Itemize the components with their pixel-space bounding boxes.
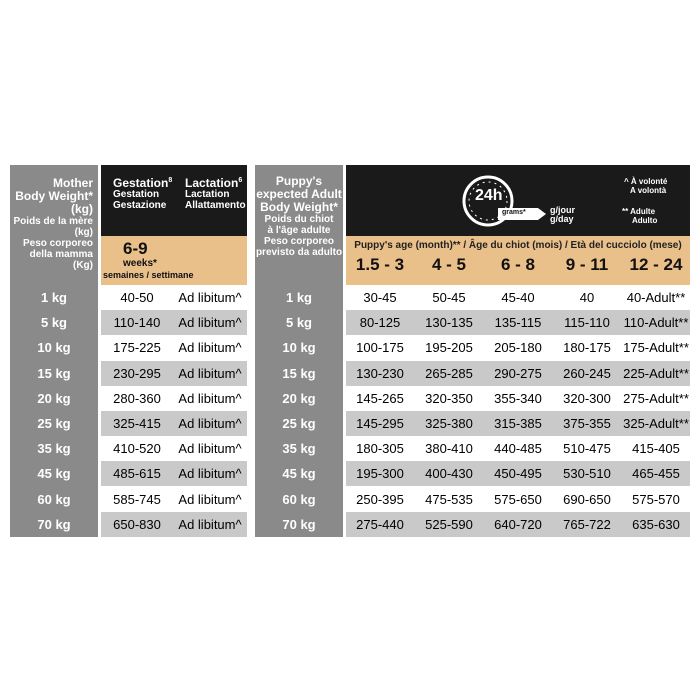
mother-weight: 45 kg — [37, 466, 71, 481]
mother-weight: 25 kg — [37, 416, 71, 431]
lactation-value: Ad libitum^ — [178, 517, 242, 532]
gestation-it: Gestazione — [113, 200, 167, 211]
feeding-value: 290-275 — [494, 366, 542, 381]
feeding-value: 175-Adult** — [623, 340, 689, 355]
mother-weight: 20 kg — [37, 391, 71, 406]
mother-it-2: della mamma (Kg) — [29, 249, 93, 271]
feeding-value: 510-475 — [563, 441, 611, 456]
gestation-value: 280-360 — [113, 391, 161, 406]
mother-it-1: Peso corporeo — [22, 238, 93, 249]
feeding-value: 80-125 — [359, 315, 401, 330]
legend-b2: Adulto — [632, 216, 658, 225]
puppy-header — [255, 165, 343, 295]
table-row — [101, 487, 247, 512]
lactation-value: Ad libitum^ — [178, 492, 242, 507]
table-row — [346, 461, 690, 486]
lactation-value: Ad libitum^ — [178, 290, 242, 305]
feeding-value: 440-485 — [494, 441, 542, 456]
feeding-value: 205-180 — [494, 340, 542, 355]
gestation-lactation-header — [101, 165, 247, 236]
age-category: 1.5 - 3 — [355, 255, 405, 274]
mother-weight: 1 kg — [40, 290, 67, 305]
table-row — [101, 411, 247, 436]
clock-grams: grams* — [502, 209, 526, 216]
age-band — [346, 236, 690, 285]
gestation-value: 410-520 — [113, 441, 161, 456]
gestation-value: 175-225 — [113, 340, 161, 355]
puppy-it-1: Peso corporeo — [263, 236, 335, 247]
table-row — [101, 461, 247, 486]
gestation-value: 325-415 — [113, 416, 161, 431]
feeding-value: 320-300 — [563, 391, 611, 406]
lactation-value: Ad libitum^ — [178, 366, 242, 381]
table-row — [346, 386, 690, 411]
puppy-adult-weight: 25 kg — [282, 416, 316, 431]
table-row — [346, 285, 690, 310]
puppy-adult-weight: 15 kg — [282, 366, 316, 381]
puppy-adult-weight: 20 kg — [282, 391, 316, 406]
gestation-sup: 8 — [168, 177, 173, 184]
weeks-label: weeks* — [123, 258, 157, 269]
weeks-sub: semaines / settimane — [103, 270, 194, 280]
feeding-value: 145-265 — [356, 391, 404, 406]
feeding-value: 355-340 — [494, 391, 542, 406]
lactation-title: Lactation — [185, 176, 239, 190]
feeding-value: 130-135 — [425, 315, 473, 330]
lactation-value: Ad libitum^ — [178, 416, 242, 431]
table-row — [346, 335, 690, 360]
age-category: 9 - 11 — [565, 255, 609, 274]
clock-units — [550, 206, 575, 224]
table-row — [101, 361, 247, 386]
mother-weight: 10 kg — [37, 340, 71, 355]
lactation-value: Ad libitum^ — [178, 315, 242, 330]
feeding-value: 320-350 — [425, 391, 473, 406]
lactation-value: Ad libitum^ — [178, 441, 242, 456]
feeding-value: 465-455 — [632, 466, 680, 481]
feeding-value: 325-Adult** — [623, 416, 689, 431]
gestation-value: 40-50 — [120, 290, 154, 305]
table-row — [101, 386, 247, 411]
feeding-value: 635-630 — [632, 517, 680, 532]
age-caption: Puppy's age (month)** / Âge du chiot (mois) / Età del cucciolo (mese) — [354, 240, 682, 251]
feeding-value: 475-535 — [425, 492, 473, 507]
feeding-value: 180-175 — [563, 340, 611, 355]
gestation-title: Gestation — [113, 176, 169, 190]
feeding-value: 30-45 — [363, 290, 397, 305]
clock-label: 24h — [475, 187, 503, 204]
mother-subtitle: Body Weight* (kg) — [15, 189, 93, 216]
gestation-value: 585-745 — [113, 492, 161, 507]
feeding-value: 145-295 — [356, 416, 404, 431]
lactation-sup: 6 — [238, 177, 243, 184]
lactation-it: Allattamento — [185, 200, 246, 211]
feeding-value: 275-440 — [356, 517, 404, 532]
feeding-header — [346, 165, 690, 236]
feeding-value: 325-380 — [425, 416, 473, 431]
puppy-fr-2: à l'âge adulte — [267, 225, 331, 236]
feeding-value: 400-430 — [425, 466, 473, 481]
unit-en: g/day — [550, 214, 574, 224]
feeding-value: 260-245 — [563, 366, 611, 381]
gestation-value: 230-295 — [113, 366, 161, 381]
puppy-adult-weight: 60 kg — [282, 492, 316, 507]
feeding-value: 45-40 — [501, 290, 535, 305]
feeding-value: 40-Adult** — [626, 290, 686, 305]
feeding-value: 525-590 — [425, 517, 473, 532]
feeding-value: 375-355 — [563, 416, 611, 431]
table-row — [346, 310, 690, 335]
gestation-value: 485-615 — [113, 466, 161, 481]
feeding-value: 180-305 — [356, 441, 404, 456]
mother-title: Mother — [53, 176, 93, 190]
table-row — [101, 436, 247, 461]
puppy-fr-1: Poids du chiot — [264, 214, 334, 225]
feeding-value: 115-110 — [564, 315, 610, 330]
feeding-value: 195-205 — [425, 340, 473, 355]
gestation-fr: Gestation — [113, 189, 160, 200]
puppy-adult-weight: 10 kg — [282, 340, 316, 355]
table-row — [346, 512, 690, 537]
feeding-value: 275-Adult** — [623, 391, 689, 406]
table-row — [101, 512, 247, 537]
puppy-adult-weight: 35 kg — [282, 441, 316, 456]
legend-b1: ** Adulte — [622, 207, 656, 216]
lactation-value: Ad libitum^ — [178, 466, 242, 481]
feeding-value: 530-510 — [563, 466, 611, 481]
legend-ad-libitum — [624, 177, 667, 195]
feeding-value: 575-570 — [632, 492, 680, 507]
puppy-adult-weight: 45 kg — [282, 466, 316, 481]
mother-weight: 15 kg — [37, 366, 71, 381]
mother-weight: 35 kg — [37, 441, 71, 456]
table-row — [346, 436, 690, 461]
feeding-value: 415-405 — [632, 441, 680, 456]
feeding-value: 450-495 — [494, 466, 542, 481]
age-category: 12 - 24 — [629, 255, 683, 274]
feeding-value: 315-385 — [494, 416, 542, 431]
feeding-value: 40 — [579, 290, 595, 305]
feeding-value: 135-115 — [494, 315, 542, 330]
mother-header — [10, 165, 98, 285]
feeding-value: 265-285 — [425, 366, 473, 381]
lactation-fr: Lactation — [185, 189, 230, 200]
lactation-value: Ad libitum^ — [178, 340, 242, 355]
table-row — [346, 487, 690, 512]
puppy-title-2: expected Adult — [256, 187, 342, 201]
gestation-value: 110-140 — [113, 315, 161, 330]
legend-a1: ^ À volonté — [624, 177, 668, 186]
legend-adult — [622, 207, 657, 225]
feeding-value: 100-175 — [356, 340, 404, 355]
feeding-value: 765-722 — [563, 517, 611, 532]
table-row — [346, 361, 690, 386]
age-category: 6 - 8 — [500, 255, 536, 274]
table-row — [346, 411, 690, 436]
table-row — [101, 310, 247, 335]
table-row — [101, 285, 247, 310]
gestation-value: 650-830 — [113, 517, 161, 532]
puppy-adult-weight: 1 kg — [285, 290, 312, 305]
puppy-it-2: previsto da adulto — [255, 247, 343, 258]
unit-fr: g/jour — [550, 205, 575, 215]
weeks-range: 6-9 — [123, 239, 148, 258]
table-row — [101, 335, 247, 360]
feeding-value: 575-650 — [494, 492, 542, 507]
feeding-value: 50-45 — [432, 290, 466, 305]
age-category: 4 - 5 — [431, 255, 467, 274]
feeding-value: 225-Adult** — [623, 366, 689, 381]
mother-weight: 60 kg — [37, 492, 71, 507]
puppy-title-3: Body Weight* — [260, 200, 338, 214]
feeding-value: 195-300 — [356, 466, 404, 481]
puppy-title-1: Puppy's — [275, 174, 323, 188]
mother-weight: 70 kg — [37, 517, 71, 532]
lactation-value: Ad libitum^ — [178, 391, 242, 406]
puppy-adult-weight: 70 kg — [282, 517, 316, 532]
feeding-value: 110-Adult** — [623, 315, 689, 330]
feeding-value: 130-230 — [356, 366, 404, 381]
feeding-value: 250-395 — [356, 492, 404, 507]
gestation-header — [113, 175, 172, 211]
puppy-adult-weight: 5 kg — [285, 315, 312, 330]
legend-a2: A volontà — [630, 186, 667, 195]
feeding-value: 380-410 — [425, 441, 473, 456]
feeding-value: 640-720 — [494, 517, 542, 532]
weeks-band — [101, 236, 247, 285]
mother-fr: Poids de la mère (kg) — [13, 216, 93, 238]
mother-weight: 5 kg — [40, 315, 67, 330]
lactation-header — [185, 175, 246, 211]
feeding-value: 690-650 — [563, 492, 611, 507]
